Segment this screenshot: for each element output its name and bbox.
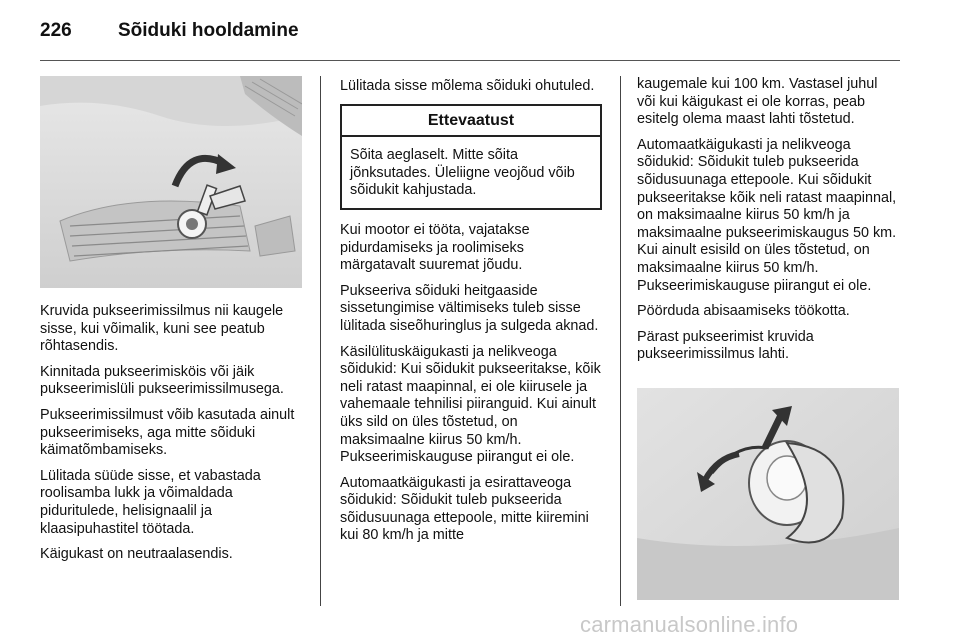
column-middle (340, 78, 602, 553)
watermark: carmanualsonline.info (580, 612, 799, 637)
column-left (40, 303, 302, 572)
paragraph: Lülitada sisse mõlema sõiduki ohutuled. (340, 78, 595, 94)
cover-cap-illustration (637, 388, 899, 600)
paragraph: Pärast pukseerimist kruvida pukseerimissilmus lahti. (637, 328, 814, 363)
paragraph: Automaatkäigukasti ja nelikveoga sõidukid: Sõidukit tuleb pukseerida sõidusuunaga ettepoole. Kui sõidukit pukseeritakse kõik neli ratast maapinnal, on maksimaalne kiirus 50 km/h ja maksimaalne pukseerimiskaugus 50 km. Kui ainult esisild on üles tõstetud, on maksimaalne kiirus 50 km/h. Pukseerimiskauguse piirangut ei ole. (637, 136, 897, 294)
paragraph: Pukseerimissilmust võib kasutada ainult pukseerimiseks, aga mitte sõiduki käimatõmbamiseks. (40, 406, 295, 459)
page-title: Sõiduki hooldamine (118, 20, 299, 41)
paragraph: Kui mootor ei tööta, vajatakse pidurdamiseks ja roolimiseks märgatavalt suuremat jõudu. (340, 221, 530, 274)
warning-box (340, 104, 602, 210)
header-divider (40, 60, 900, 61)
paragraph: Lülitada süüde sisse, et vabastada roolisamba lukk ja võimaldada piduritulede, helisignaalil ja klaasipuhastitel töötada. (40, 467, 261, 537)
paragraph: Automaatkäigukasti ja esirattaveoga sõidukid: Sõidukit tuleb pukseerida sõidusuunaga ettepoole, mitte kiiremini kui 80 km/h ja mitte (340, 474, 589, 544)
tow-eye-installed-illustration (40, 76, 302, 288)
page-number: 226 (40, 20, 72, 41)
column-right (637, 76, 899, 372)
paragraph: Käigukast on neutraalasendis. (40, 546, 233, 563)
paragraph: Käsilülituskäigukasti ja nelikveoga sõidukid: Kui sõidukit pukseeritakse, kõik neli ratast maapinnal, ei ole kiirusele ja vahemaale tehnilisi piiranguid. Kui ainult üks sild on üles tõstetud, on maksimaalne kiirus 50 km/h. Pukseerimiskauguse piirangut ei ole. (340, 343, 601, 466)
warning-title: Ettevaatust (342, 106, 600, 138)
paragraph: Pöörduda abisaamiseks töökotta. (637, 303, 850, 320)
paragraph: kaugemale kui 100 km. Vastasel juhul või kui käigukast ei ole korras, peab esitelg olema maast lahti tõstetud. (637, 76, 878, 128)
paragraph: Pukseeriva sõiduki heitgaaside sissetungimise vältimiseks tuleb sisse lülitada siseõhuringlus ja sulgeda aknad. (340, 282, 599, 334)
paragraph: Kinnitada pukseerimisköis või jäik pukseerimislüli pukseerimissilmusega. (40, 363, 284, 398)
warning-text: Sõita aeglaselt. Mitte sõita jõnksutades. Üleliigne veojõud võib sõidukit kahjustada. (350, 147, 575, 199)
paragraph: Kruvida pukseerimissilmus nii kaugele sisse, kui võimalik, kuni see peatub rõhtasendis. (40, 303, 284, 355)
column-divider (620, 76, 621, 606)
column-divider (320, 76, 321, 606)
